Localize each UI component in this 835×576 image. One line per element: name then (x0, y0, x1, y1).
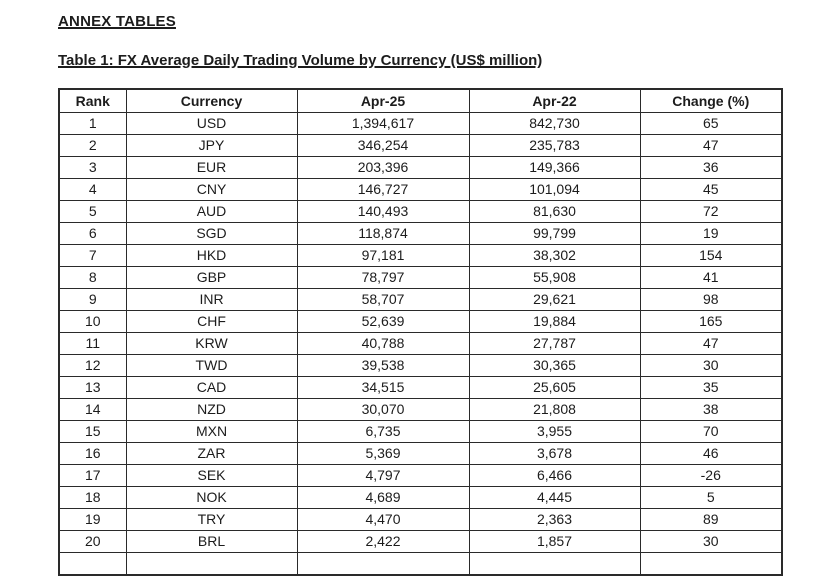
cell-currency: MXN (126, 421, 297, 443)
table-row (59, 487, 782, 509)
cell-apr22: 81,630 (469, 201, 640, 223)
table-row (59, 245, 782, 267)
cell-rank: 6 (59, 223, 126, 245)
cell-currency: USD (126, 113, 297, 135)
cell-rank: 1 (59, 113, 126, 135)
header-change: Change (%) (640, 89, 782, 113)
table-header (59, 89, 782, 113)
header-currency: Currency (126, 89, 297, 113)
table-row-partial (59, 553, 782, 576)
header-row (59, 89, 782, 113)
cell-apr22: 38,302 (469, 245, 640, 267)
cell-change: 30 (640, 355, 782, 377)
table-row (59, 135, 782, 157)
cell-apr22: 21,808 (469, 399, 640, 421)
header-rank: Rank (59, 89, 126, 113)
cell-apr22: 29,621 (469, 289, 640, 311)
cell-apr25: 4,689 (297, 487, 469, 509)
cell-currency: CNY (126, 179, 297, 201)
cell-change: 41 (640, 267, 782, 289)
cell-apr22: 2,363 (469, 509, 640, 531)
cell-apr25: 6,735 (297, 421, 469, 443)
cell-change: 5 (640, 487, 782, 509)
annex-heading: ANNEX TABLES (58, 13, 176, 30)
cell-change: 19 (640, 223, 782, 245)
table-row (59, 531, 782, 553)
cell-currency: EUR (126, 157, 297, 179)
table-row (59, 311, 782, 333)
table-row (59, 399, 782, 421)
table-row (59, 377, 782, 399)
cell-currency: SGD (126, 223, 297, 245)
cell-apr22: 1,857 (469, 531, 640, 553)
cell-rank: 16 (59, 443, 126, 465)
cell-rank: 2 (59, 135, 126, 157)
cell-apr22: 55,908 (469, 267, 640, 289)
cell-apr25: 97,181 (297, 245, 469, 267)
cell-apr22: 235,783 (469, 135, 640, 157)
cell-apr25: 34,515 (297, 377, 469, 399)
cell-rank: 18 (59, 487, 126, 509)
cell-currency: CAD (126, 377, 297, 399)
cell-apr25: 4,797 (297, 465, 469, 487)
cell-change: 45 (640, 179, 782, 201)
cell-currency: GBP (126, 267, 297, 289)
cell-change: 36 (640, 157, 782, 179)
cell-rank: 15 (59, 421, 126, 443)
cell-apr22: 3,678 (469, 443, 640, 465)
table-row (59, 465, 782, 487)
fx-volume-table (58, 88, 783, 576)
table-row (59, 289, 782, 311)
cell-apr25: 58,707 (297, 289, 469, 311)
cell-rank: 9 (59, 289, 126, 311)
cell-change: 47 (640, 333, 782, 355)
cell-apr25: 4,470 (297, 509, 469, 531)
cell-currency: NZD (126, 399, 297, 421)
cell-currency: TRY (126, 509, 297, 531)
cell-currency: KRW (126, 333, 297, 355)
table-body (59, 113, 782, 576)
cell-change (640, 553, 782, 576)
cell-apr25: 78,797 (297, 267, 469, 289)
cell-change: 70 (640, 421, 782, 443)
table-row (59, 355, 782, 377)
cell-rank (59, 553, 126, 576)
cell-currency: CHF (126, 311, 297, 333)
cell-rank: 12 (59, 355, 126, 377)
cell-apr25: 140,493 (297, 201, 469, 223)
cell-rank: 14 (59, 399, 126, 421)
cell-rank: 13 (59, 377, 126, 399)
cell-apr22: 3,955 (469, 421, 640, 443)
cell-currency: TWD (126, 355, 297, 377)
cell-change: 35 (640, 377, 782, 399)
cell-rank: 19 (59, 509, 126, 531)
cell-apr25: 52,639 (297, 311, 469, 333)
cell-currency: NOK (126, 487, 297, 509)
cell-apr22 (469, 553, 640, 576)
cell-change: -26 (640, 465, 782, 487)
cell-currency: BRL (126, 531, 297, 553)
cell-currency: JPY (126, 135, 297, 157)
cell-change: 154 (640, 245, 782, 267)
cell-currency (126, 553, 297, 576)
cell-apr22: 19,884 (469, 311, 640, 333)
cell-currency: AUD (126, 201, 297, 223)
table-row (59, 443, 782, 465)
cell-rank: 10 (59, 311, 126, 333)
cell-apr22: 30,365 (469, 355, 640, 377)
cell-apr25: 1,394,617 (297, 113, 469, 135)
cell-currency: SEK (126, 465, 297, 487)
cell-change: 98 (640, 289, 782, 311)
table-row (59, 201, 782, 223)
cell-change: 89 (640, 509, 782, 531)
cell-currency: ZAR (126, 443, 297, 465)
cell-rank: 4 (59, 179, 126, 201)
cell-rank: 17 (59, 465, 126, 487)
table-row (59, 157, 782, 179)
cell-rank: 7 (59, 245, 126, 267)
cell-currency: HKD (126, 245, 297, 267)
table-row (59, 113, 782, 135)
cell-change: 65 (640, 113, 782, 135)
cell-apr22: 842,730 (469, 113, 640, 135)
table-row (59, 179, 782, 201)
cell-apr25: 2,422 (297, 531, 469, 553)
cell-apr25 (297, 553, 469, 576)
cell-apr25: 5,369 (297, 443, 469, 465)
cell-change: 47 (640, 135, 782, 157)
cell-apr22: 27,787 (469, 333, 640, 355)
cell-apr22: 6,466 (469, 465, 640, 487)
cell-change: 165 (640, 311, 782, 333)
table-row (59, 333, 782, 355)
cell-apr22: 149,366 (469, 157, 640, 179)
table-row (59, 509, 782, 531)
cell-rank: 20 (59, 531, 126, 553)
table-title: Table 1: FX Average Daily Trading Volume by Currency (US$ million) (58, 52, 543, 69)
cell-change: 72 (640, 201, 782, 223)
cell-apr25: 146,727 (297, 179, 469, 201)
cell-change: 30 (640, 531, 782, 553)
cell-apr25: 203,396 (297, 157, 469, 179)
cell-apr22: 101,094 (469, 179, 640, 201)
table-row (59, 421, 782, 443)
cell-apr25: 30,070 (297, 399, 469, 421)
cell-apr22: 99,799 (469, 223, 640, 245)
table-row (59, 267, 782, 289)
cell-change: 38 (640, 399, 782, 421)
header-apr25: Apr-25 (297, 89, 469, 113)
cell-apr25: 118,874 (297, 223, 469, 245)
cell-currency: INR (126, 289, 297, 311)
cell-rank: 11 (59, 333, 126, 355)
cell-rank: 5 (59, 201, 126, 223)
cell-rank: 8 (59, 267, 126, 289)
cell-change: 46 (640, 443, 782, 465)
header-apr22: Apr-22 (469, 89, 640, 113)
cell-apr22: 4,445 (469, 487, 640, 509)
cell-apr25: 346,254 (297, 135, 469, 157)
cell-apr25: 40,788 (297, 333, 469, 355)
cell-apr22: 25,605 (469, 377, 640, 399)
table-row (59, 223, 782, 245)
cell-rank: 3 (59, 157, 126, 179)
cell-apr25: 39,538 (297, 355, 469, 377)
